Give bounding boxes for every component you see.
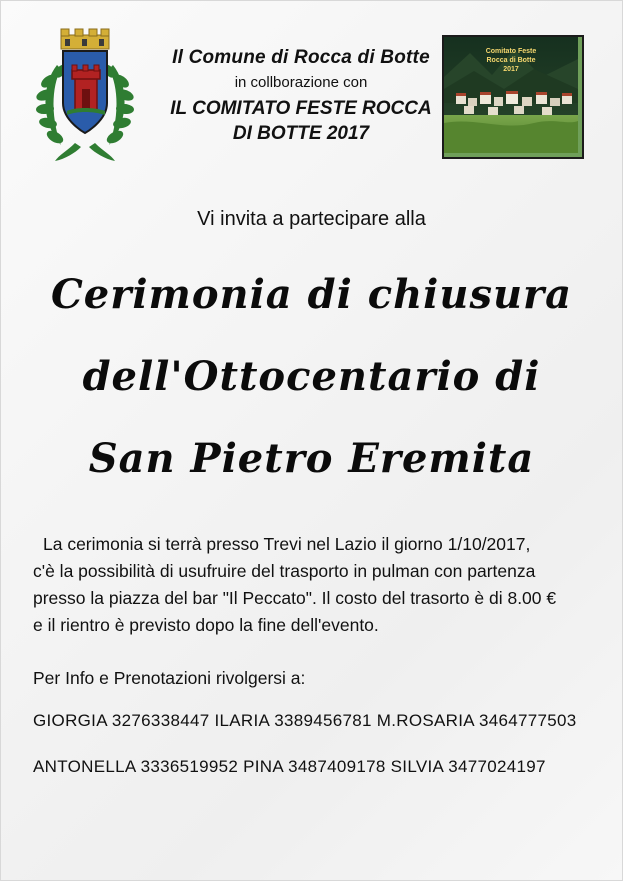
svg-text:Comitato Feste: Comitato Feste (485, 48, 537, 55)
details-line-1: La cerimonia si terrà presso Trevi nel Lazio il giorno 1/10/2017, (43, 534, 531, 554)
poster-body (1, 531, 622, 777)
contact-row: ANTONELLA 3336519952 PINA 3487409178 SILVIA 3477024197 (33, 756, 546, 776)
event-title-line-2: dell'Ottocentario di (82, 353, 541, 400)
header-comune-line: Il Comune di Rocca di Botte (172, 47, 430, 68)
invite-line: Vi invita a partecipare alla (197, 208, 426, 230)
event-title-line-1: Cerimonia di chiusura (50, 271, 573, 318)
header-collaboration-line: in collborazione con (234, 74, 368, 91)
info-heading: Per Info e Prenotazioni rivolgersi a: (33, 667, 306, 688)
details-line-3: presso la piazza del bar "Il Peccato". Il costo del trasorto è di 8.00 € (33, 588, 557, 609)
event-title (1, 271, 622, 482)
header-comitato-line2: DI BOTTE 2017 (232, 122, 370, 144)
svg-text:Rocca di Botte: Rocca di Botte (486, 57, 536, 64)
contacts-list (33, 711, 594, 777)
village-photo (442, 35, 584, 159)
details-line-2: c'è la possibilità di usufruire del trasporto in pulman con partenza (33, 561, 536, 582)
details-line-4: e il rientro è previsto dopo la fine dell'evento. (33, 615, 379, 636)
poster-header (1, 1, 622, 176)
municipal-crest-icon (31, 27, 139, 167)
header-comitato-line1: IL COMITATO FESTE ROCCA (170, 98, 432, 119)
event-title-line-3: San Pietro Eremita (88, 435, 535, 482)
svg-text:2017: 2017 (503, 66, 519, 73)
details-paragraph (33, 531, 594, 640)
contact-row: GIORGIA 3276338447 ILARIA 3389456781 M.ROSARIA 3464777503 (33, 710, 577, 730)
header-text-block (151, 47, 451, 146)
